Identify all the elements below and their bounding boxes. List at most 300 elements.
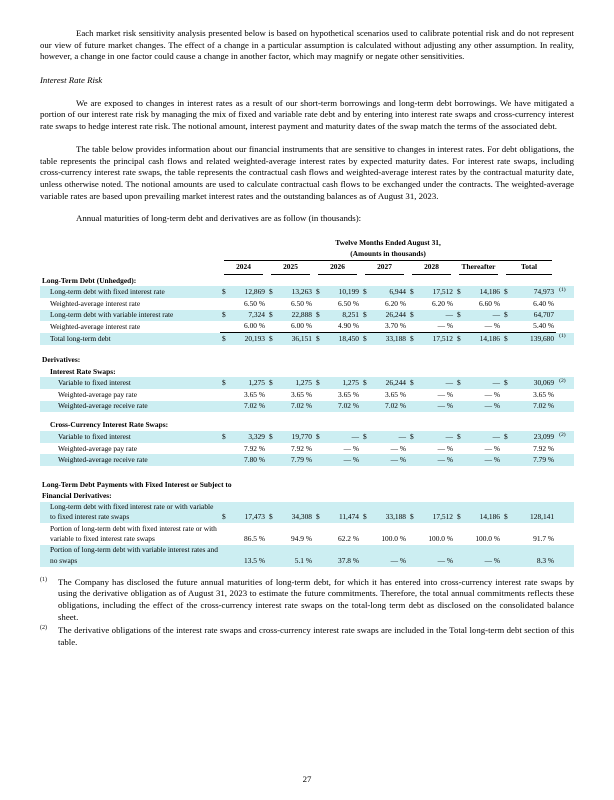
value-cell: 17,512 <box>420 333 455 345</box>
value-cell: 6.50 % <box>291 298 312 308</box>
table-row <box>40 431 574 443</box>
footnote-cell <box>556 545 574 567</box>
currency-cell: $ <box>269 432 273 442</box>
value-cell: 14,186 <box>467 333 502 345</box>
currency-cell <box>408 321 420 333</box>
value-cell: — % <box>437 443 453 453</box>
cell <box>267 262 314 275</box>
currency-cell <box>455 545 467 567</box>
footnote-2-text: The derivative obligations of the interest rate swaps and cross-currency interest rate swaps are included in the Total long-term debt section of this table. <box>58 625 574 648</box>
value-cell: 6.20 % <box>385 298 406 308</box>
currency-cell: $ <box>222 310 226 320</box>
currency-cell: $ <box>316 378 320 388</box>
value-cell: 30,069 <box>533 378 555 388</box>
footnote-marker: (2) <box>559 431 566 438</box>
column-header: Thereafter <box>459 262 498 274</box>
currency-cell: $ <box>457 378 461 388</box>
value-cell: 94.9 % <box>291 534 312 544</box>
footnote-marker: (2) <box>559 377 566 384</box>
currency-cell: $ <box>363 310 367 320</box>
currency-cell <box>267 523 279 545</box>
footnote-cell <box>556 523 574 545</box>
value-cell: 3.65 % <box>291 389 312 399</box>
currency-cell: $ <box>504 512 508 522</box>
footnote-cell <box>556 298 574 309</box>
value-cell: — <box>492 432 500 442</box>
value-cell: 36,151 <box>279 333 314 345</box>
section-row <box>40 275 574 286</box>
currency-cell <box>455 523 467 545</box>
currency-cell <box>455 298 467 309</box>
value-cell: 62.2 % <box>338 534 359 544</box>
value-cell: 100.0 % <box>475 534 500 544</box>
currency-cell <box>220 523 232 545</box>
column-header: 2027 <box>365 262 404 274</box>
table-title: Twelve Months Ended August 31, (Amounts in thousands) <box>224 238 552 261</box>
page-number: 27 <box>302 774 312 785</box>
currency-cell: $ <box>410 432 414 442</box>
column-header: 2028 <box>412 262 451 274</box>
value-cell: — % <box>390 454 406 464</box>
currency-cell: $ <box>504 310 508 320</box>
currency-cell <box>361 443 373 454</box>
section-heading-interest-rate-risk: Interest Rate Risk <box>40 75 103 86</box>
footnote-cell <box>556 389 574 400</box>
currency-cell <box>361 321 373 333</box>
currency-cell <box>361 545 373 567</box>
currency-cell <box>220 443 232 454</box>
value-cell: 7.02 % <box>291 401 312 411</box>
value-cell: 6.60 % <box>479 298 500 308</box>
value-cell: — % <box>437 389 453 399</box>
table-row <box>40 454 574 465</box>
value-cell: 3.65 % <box>244 389 265 399</box>
value-cell: — <box>492 310 500 320</box>
footnote-cell <box>556 377 574 389</box>
currency-cell: $ <box>222 378 226 388</box>
currency-cell <box>502 321 514 333</box>
value-cell: 20,193 <box>232 333 267 345</box>
paragraph-table-description: The table below provides information about our financial instruments that are sensitive to changes in interest rates. For debt obligations, the table represents the principal cash flows and related weighted-average interest rates by expected maturity dates. For interest rate swaps, including cross-currency interest rate swaps, the table represents the contractual cash flows and weighted-average interest rates by the contractual maturity date, unless otherwise noted. The notional amounts are used to calculate contractual cash flows to be exchanged under the contracts. The weighted-average variable rates are based upon prevailing market interest rates and the outstanding balances as of August 31, 2023. <box>40 143 574 201</box>
value-cell: 3.70 % <box>385 321 406 331</box>
value-cell: — <box>351 432 359 442</box>
currency-cell: $ <box>408 333 420 345</box>
currency-cell <box>408 401 420 412</box>
value-cell: 1,275 <box>248 378 265 388</box>
currency-cell <box>314 545 326 567</box>
currency-cell <box>455 321 467 333</box>
spacer-row <box>40 412 574 420</box>
value-cell: — % <box>484 555 500 565</box>
paragraph-exposure: We are exposed to changes in interest rates as a result of our short-term borrowings and long-term debt borrowings. We have mitigated a portion of our interest rate risk by managing the mix of fixed and variable rate debt and by entering into interest rate swaps and cross-currency interest rate swaps to hedge interest rate risk. The notional amount, interest payment and maturity dates of the swap match the terms of the associated debt. <box>40 97 574 132</box>
currency-cell: $ <box>267 333 279 345</box>
value-cell: — <box>445 378 453 388</box>
currency-cell: $ <box>363 512 367 522</box>
currency-cell <box>502 298 514 309</box>
value-cell: 6,944 <box>389 287 406 297</box>
row-label: Weighted-average interest rate <box>50 321 141 331</box>
value-cell: — <box>492 378 500 388</box>
row-label: Long-term debt with fixed interest rate or with variable to fixed interest rate swaps <box>50 502 214 522</box>
section-label: Cross-Currency Interest Rate Swaps: <box>50 420 169 430</box>
value-cell: 17,512 <box>432 512 453 522</box>
value-cell: — % <box>437 321 453 331</box>
value-cell: 7.79 % <box>291 454 312 464</box>
currency-cell <box>408 298 420 309</box>
currency-cell: $ <box>316 432 320 442</box>
value-cell: 7.02 % <box>385 401 406 411</box>
value-cell: 74,973 <box>533 287 555 297</box>
value-cell: 17,512 <box>432 287 453 297</box>
value-cell: 7.79 % <box>533 454 555 464</box>
currency-cell: $ <box>269 287 273 297</box>
value-cell: 7.92 % <box>244 443 265 453</box>
currency-cell <box>502 523 514 545</box>
value-cell: 6.50 % <box>338 298 359 308</box>
footnote-cell <box>556 502 574 524</box>
footnote-cell <box>556 431 574 443</box>
value-cell: 5.1 % <box>294 555 312 565</box>
value-cell: 23,099 <box>533 432 555 442</box>
column-header: Total <box>506 262 552 274</box>
section-label-cell <box>40 480 574 502</box>
currency-cell <box>220 545 232 567</box>
value-cell: 5.40 % <box>533 321 555 331</box>
value-cell: — % <box>484 454 500 464</box>
currency-cell <box>502 545 514 567</box>
currency-cell <box>267 389 279 400</box>
table-row <box>40 523 574 545</box>
value-cell: 13.5 % <box>244 555 265 565</box>
footnote-cell <box>556 321 574 333</box>
currency-cell: $ <box>455 333 467 345</box>
currency-cell <box>267 454 279 465</box>
spacer-row <box>40 466 574 480</box>
currency-cell: $ <box>504 378 508 388</box>
value-cell: 7.02 % <box>244 401 265 411</box>
value-cell: — <box>398 432 406 442</box>
currency-cell <box>314 454 326 465</box>
section-label-cell <box>40 366 574 377</box>
value-cell: 1,275 <box>295 378 312 388</box>
section-row <box>40 480 574 502</box>
footnotes <box>40 577 574 651</box>
currency-cell <box>267 443 279 454</box>
currency-cell: $ <box>363 432 367 442</box>
value-cell: 8,251 <box>342 310 359 320</box>
value-cell: — % <box>343 443 359 453</box>
footnote-2-marker: (2) <box>40 625 47 632</box>
currency-cell: $ <box>504 432 508 442</box>
currency-cell: $ <box>222 512 226 522</box>
currency-cell <box>267 298 279 309</box>
row-label: Weighted-average receive rate <box>58 454 148 464</box>
footnote-1-marker: (1) <box>40 576 47 583</box>
row-label: Weighted-average receive rate <box>58 401 148 411</box>
value-cell: 37.8 % <box>338 555 359 565</box>
section-row <box>40 420 574 431</box>
cell <box>220 262 267 275</box>
value-cell: — % <box>484 401 500 411</box>
footnote-cell <box>556 401 574 412</box>
value-cell: — % <box>390 555 406 565</box>
value-cell: 64,707 <box>533 310 555 320</box>
section-label: Derivatives: <box>42 355 81 365</box>
currency-cell: $ <box>502 333 514 345</box>
value-cell: — % <box>437 454 453 464</box>
row-label: Long-term debt with variable interest rate <box>50 310 174 320</box>
currency-cell <box>220 298 232 309</box>
currency-cell: $ <box>457 287 461 297</box>
maturities-tbody <box>40 238 574 567</box>
currency-cell <box>408 545 420 567</box>
row-label: Portion of long-term debt with fixed interest rate or with variable to fixed interest rate swaps <box>50 523 217 544</box>
cell <box>314 262 361 275</box>
currency-cell <box>502 389 514 400</box>
currency-cell: $ <box>504 287 508 297</box>
value-cell: 100.0 % <box>428 534 453 544</box>
cell <box>556 262 574 275</box>
table-row <box>40 286 574 298</box>
currency-cell: $ <box>410 378 414 388</box>
currency-cell <box>314 298 326 309</box>
currency-cell: $ <box>361 333 373 345</box>
value-cell: 14,186 <box>479 287 500 297</box>
value-cell: 18,450 <box>326 333 361 345</box>
value-cell: — % <box>437 555 453 565</box>
currency-cell <box>220 401 232 412</box>
currency-cell <box>455 454 467 465</box>
table-intro: Annual maturities of long-term debt and derivatives are as follow (in thousands): <box>76 213 362 224</box>
currency-cell: $ <box>457 432 461 442</box>
currency-cell: $ <box>316 310 320 320</box>
column-header: 2024 <box>224 262 263 274</box>
table-column-header-row <box>40 262 574 275</box>
column-header: 2025 <box>271 262 310 274</box>
value-cell: 1,275 <box>342 378 359 388</box>
value-cell: 10,199 <box>338 287 359 297</box>
cell <box>40 466 574 480</box>
row-label: Variable to fixed interest <box>58 378 131 388</box>
cell <box>40 345 574 355</box>
value-cell: 7.92 % <box>291 443 312 453</box>
table-row <box>40 310 574 321</box>
currency-cell: $ <box>314 333 326 345</box>
currency-cell: $ <box>410 287 414 297</box>
value-cell: — % <box>390 443 406 453</box>
currency-cell <box>408 443 420 454</box>
currency-cell <box>502 443 514 454</box>
value-cell: 12,869 <box>244 287 265 297</box>
currency-cell <box>267 321 279 333</box>
currency-cell <box>267 401 279 412</box>
value-cell: 26,244 <box>385 310 406 320</box>
currency-cell <box>408 523 420 545</box>
row-label: Weighted-average pay rate <box>58 443 138 453</box>
value-cell: — % <box>343 454 359 464</box>
cell <box>40 238 220 262</box>
value-cell: 7.02 % <box>338 401 359 411</box>
currency-cell <box>361 389 373 400</box>
currency-cell: $ <box>363 287 367 297</box>
value-cell: 6.00 % <box>244 321 265 331</box>
value-cell: 33,188 <box>385 512 406 522</box>
cell <box>502 262 556 275</box>
currency-cell: $ <box>457 512 461 522</box>
currency-cell <box>220 389 232 400</box>
row-label: Total long-term debt <box>50 333 111 343</box>
value-cell: 22,888 <box>291 310 312 320</box>
value-cell: 4.90 % <box>338 321 359 331</box>
currency-cell <box>455 443 467 454</box>
currency-cell <box>408 454 420 465</box>
footnote-marker: (1) <box>559 333 566 340</box>
value-cell: — % <box>484 321 500 331</box>
footnote-2 <box>40 625 574 648</box>
currency-cell <box>455 389 467 400</box>
value-cell: — % <box>484 443 500 453</box>
currency-cell <box>361 298 373 309</box>
column-header: 2026 <box>318 262 357 274</box>
value-cell: 3.65 % <box>338 389 359 399</box>
table-title-row <box>40 238 574 262</box>
cell <box>40 412 574 420</box>
currency-cell <box>361 401 373 412</box>
section-row <box>40 355 574 366</box>
currency-cell <box>502 454 514 465</box>
value-cell: 33,188 <box>373 333 408 345</box>
value-cell: 128,141 <box>530 512 555 522</box>
row-label: Weighted-average interest rate <box>50 298 141 308</box>
footnote-1-text: The Company has disclosed the future annual maturities of long-term debt, for which it has entered into cross-currency interest rate swaps by using the derivative obligation as of August 31, 2023 to estimate the future commitments. Therefore, the total annual commitments reflects these obligations, including the effect of the cross-currency interest rate swaps on the total-long term debt as disclosed on the consolidated balance sheet. <box>58 576 574 622</box>
cell <box>455 262 502 275</box>
value-cell: 3.65 % <box>385 389 406 399</box>
row-label: Variable to fixed interest <box>58 432 131 442</box>
row-label: Portion of long-term debt with variable interest rates and no swaps <box>50 545 218 565</box>
value-cell: 19,770 <box>291 432 312 442</box>
footnote-cell <box>556 310 574 321</box>
currency-cell: $ <box>316 287 320 297</box>
section-label-cell <box>40 420 574 431</box>
value-cell: — <box>445 310 453 320</box>
value-cell: 17,473 <box>244 512 265 522</box>
table-row <box>40 298 574 309</box>
value-cell: 6.40 % <box>533 298 555 308</box>
section-label: Interest Rate Swaps: <box>50 366 116 376</box>
section-row <box>40 366 574 377</box>
cell <box>556 238 574 262</box>
currency-cell: $ <box>222 432 226 442</box>
value-cell: 86.5 % <box>244 534 265 544</box>
currency-cell <box>455 401 467 412</box>
cell <box>40 262 220 275</box>
maturities-table <box>40 238 574 567</box>
table-row <box>40 401 574 412</box>
value-cell: 6.00 % <box>291 321 312 331</box>
table-row <box>40 333 574 345</box>
currency-cell: $ <box>316 512 320 522</box>
currency-cell <box>408 389 420 400</box>
table-row <box>40 443 574 454</box>
currency-cell <box>267 545 279 567</box>
currency-cell <box>314 443 326 454</box>
value-cell: — % <box>484 389 500 399</box>
value-cell: 7.80 % <box>244 454 265 464</box>
spacer-row <box>40 345 574 355</box>
value-cell: 34,308 <box>291 512 312 522</box>
value-cell: 6.20 % <box>432 298 453 308</box>
currency-cell: $ <box>220 333 232 345</box>
table-row <box>40 321 574 333</box>
currency-cell: $ <box>363 378 367 388</box>
value-cell: 100.0 % <box>381 534 406 544</box>
value-cell: 26,244 <box>385 378 406 388</box>
table-row <box>40 502 574 524</box>
currency-cell: $ <box>410 310 414 320</box>
value-cell: 14,186 <box>479 512 500 522</box>
currency-cell <box>361 454 373 465</box>
table-row <box>40 389 574 400</box>
value-cell: 3,329 <box>248 432 265 442</box>
currency-cell <box>220 454 232 465</box>
currency-cell <box>314 401 326 412</box>
currency-cell <box>314 389 326 400</box>
value-cell: 139,680 <box>514 333 556 345</box>
footnote-cell <box>556 333 574 345</box>
currency-cell <box>314 321 326 333</box>
currency-cell <box>220 321 232 333</box>
currency-cell: $ <box>410 512 414 522</box>
currency-cell <box>502 401 514 412</box>
cell <box>361 262 408 275</box>
section-label-cell <box>40 355 574 366</box>
currency-cell: $ <box>222 287 226 297</box>
value-cell: 6.50 % <box>244 298 265 308</box>
value-cell: 13,263 <box>291 287 312 297</box>
currency-cell: $ <box>457 310 461 320</box>
currency-cell: $ <box>269 378 273 388</box>
cell <box>220 238 556 262</box>
row-label: Weighted-average pay rate <box>58 389 138 399</box>
currency-cell <box>361 523 373 545</box>
value-cell: — % <box>437 401 453 411</box>
value-cell: 7,324 <box>248 310 265 320</box>
footnote-1 <box>40 577 574 624</box>
footnote-marker: (1) <box>559 286 566 293</box>
value-cell: 7.02 % <box>533 401 555 411</box>
currency-cell: $ <box>269 512 273 522</box>
paragraph-market-risk: Each market risk sensitivity analysis presented below is based on hypothetical scenarios used to calibrate potential risk and do not represent our view of future market changes. The effect of a change in a particular assumption is calculated without adjusting any other assumption. In reality, however, a change in one factor could cause a change in another factor, which may magnify or negate other sensitivities. <box>40 28 574 62</box>
footnote-cell <box>556 286 574 298</box>
value-cell: 3.65 % <box>533 389 555 399</box>
value-cell: — <box>445 432 453 442</box>
footnote-cell <box>556 443 574 454</box>
section-label-cell <box>40 275 574 286</box>
cell <box>408 262 455 275</box>
currency-cell: $ <box>269 310 273 320</box>
value-cell: 8.3 % <box>536 555 555 565</box>
value-cell: 7.92 % <box>533 443 555 453</box>
footnote-cell <box>556 454 574 465</box>
currency-cell <box>314 523 326 545</box>
row-label: Long-term debt with fixed interest rate <box>50 287 165 297</box>
section-label: Long-Term Debt (Unhedged): <box>42 275 137 285</box>
maturities-table-wrap <box>40 238 574 567</box>
section-label: Long-Term Debt Payments with Fixed Interest or Subject to Financial Derivatives: <box>42 480 232 500</box>
value-cell: 91.7 % <box>533 534 555 544</box>
value-cell: 11,474 <box>338 512 359 522</box>
table-row <box>40 545 574 567</box>
